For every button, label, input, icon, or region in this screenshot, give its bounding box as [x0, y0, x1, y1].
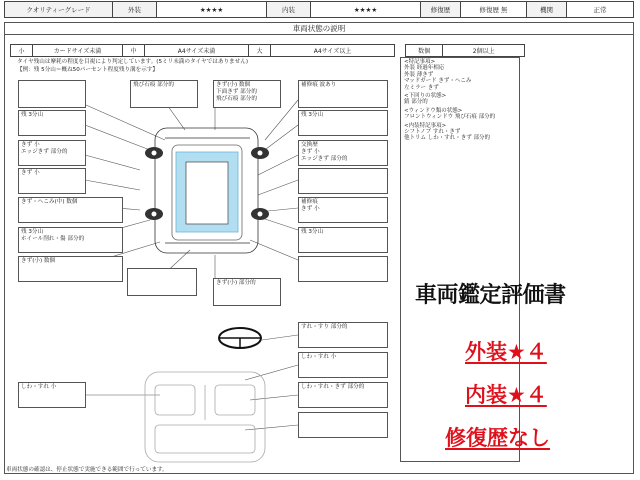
- rear-left-box: [127, 268, 197, 296]
- right-quarter-box: [298, 256, 388, 282]
- tire-note: タイヤ残山は摩耗の程度を目視により判定しています。(5ミリ未満のタイヤではありません): [17, 59, 249, 65]
- exterior-label: 外装: [113, 2, 157, 17]
- footer-note: 車両状態の確認は、停止状態で実施できる範囲で行っています。: [6, 467, 168, 473]
- tire-front-right-box: 残 3分山: [298, 110, 388, 136]
- tire-rear-left-box: 残 3分山 ホイール削れ・傷 部分的: [18, 227, 123, 253]
- tire-example-note: 【例：残 5分山＝概ね50パーセント程度残り溝を示す】: [17, 67, 158, 73]
- interior-right-1-box: しわ・すれ 小: [298, 352, 388, 378]
- front-left-box: [18, 80, 86, 108]
- engine-label: 機関: [527, 2, 567, 17]
- special-note-line: 外装 経過年相応: [404, 65, 445, 72]
- window-note-line: フロントウィンドウ 飛び石痕 部分的: [404, 114, 496, 121]
- front-center-box: 飛び石痕 部分的: [130, 80, 198, 108]
- tire-rear-right-box: 残 3分山: [298, 227, 388, 253]
- under-notes: [401, 92, 519, 107]
- interior-label: 内装: [267, 2, 311, 17]
- tire-front-left-box: 残 3分山: [18, 110, 86, 136]
- scale-large-desc: A4サイズ以上: [313, 48, 352, 55]
- rear-center-box: きず(小) 部分的: [213, 278, 281, 306]
- interior-note-line: シフトノブ すれ・きず: [404, 129, 461, 136]
- steering-box: すれ・すり 部分的: [298, 322, 388, 348]
- interior-notes-title: <内装特記事項>: [404, 122, 447, 129]
- exterior-summary: 外装★４: [465, 340, 547, 364]
- appraisal-headline: 車両鑑定評価書: [415, 283, 566, 308]
- front-right-center-box: きず(小) 数個 下面きず 部分的 飛び石痕 部分的: [213, 80, 281, 108]
- right-front-door-box: [298, 168, 388, 194]
- scale-medium: 中: [123, 45, 145, 56]
- under-notes-title: <下回りの状態>: [404, 93, 447, 100]
- special-note-line: 外装 薄きず: [404, 71, 434, 78]
- left-fender-box: きず 小 エッジきず 部分的: [18, 140, 86, 166]
- scale-count: 数個: [406, 45, 443, 56]
- repair-label: 修復歴: [421, 2, 461, 17]
- window-notes: [401, 107, 519, 122]
- repair-value: 修復歴 無: [461, 2, 527, 17]
- interior-rating: ★★★★: [311, 2, 421, 17]
- interior-left-box: しわ・すれ 小: [18, 382, 86, 408]
- left-front-door-box: きず 小: [18, 168, 86, 194]
- window-notes-title: <ウィンドウ類の状態>: [404, 107, 463, 114]
- scale-small-desc: カードサイズ未満: [33, 45, 123, 56]
- interior-right-3-box: [298, 412, 388, 438]
- sheet-title: 車両状態の説明: [5, 23, 633, 35]
- interior-note-line: 他トリム しわ・すれ・きず 部分的: [404, 135, 490, 142]
- front-right-box: 補修痕 波あり: [298, 80, 388, 108]
- special-note-line: マッドガード きず・へこみ: [404, 78, 472, 85]
- scale-medium-desc: A4サイズ未満: [145, 45, 249, 56]
- right-rear-door-box: 補修痕 きず 小: [298, 197, 388, 223]
- interior-summary: 内装★４: [465, 383, 547, 407]
- special-notes-title: <特記事項>: [404, 59, 436, 65]
- engine-value: 正常: [593, 6, 607, 14]
- special-notes: [401, 58, 519, 92]
- under-note-line: 錆 部分的: [404, 99, 428, 106]
- exterior-rating: ★★★★: [157, 2, 267, 17]
- left-rear-door-box: きず・へこみ(中) 数個: [18, 197, 123, 223]
- scale-large: 大: [249, 45, 271, 56]
- scale-small: 小: [11, 45, 33, 56]
- interior-right-2-box: しわ・すれ・きず 部分的: [298, 382, 388, 408]
- steering-wheel-icon: [219, 328, 261, 348]
- quality-grade-label: クオリティーグレード: [5, 2, 113, 17]
- special-note-line: 左ミラー きず: [404, 84, 439, 91]
- left-quarter-box: きず(小) 数個: [18, 256, 123, 282]
- interior-notes: [401, 122, 519, 143]
- scale-count-desc: 2個以上: [472, 48, 495, 55]
- right-fender-box: 交換歴 きず 小 エッジきず 部分的: [298, 140, 388, 166]
- repair-summary: 修復歴なし: [445, 426, 550, 450]
